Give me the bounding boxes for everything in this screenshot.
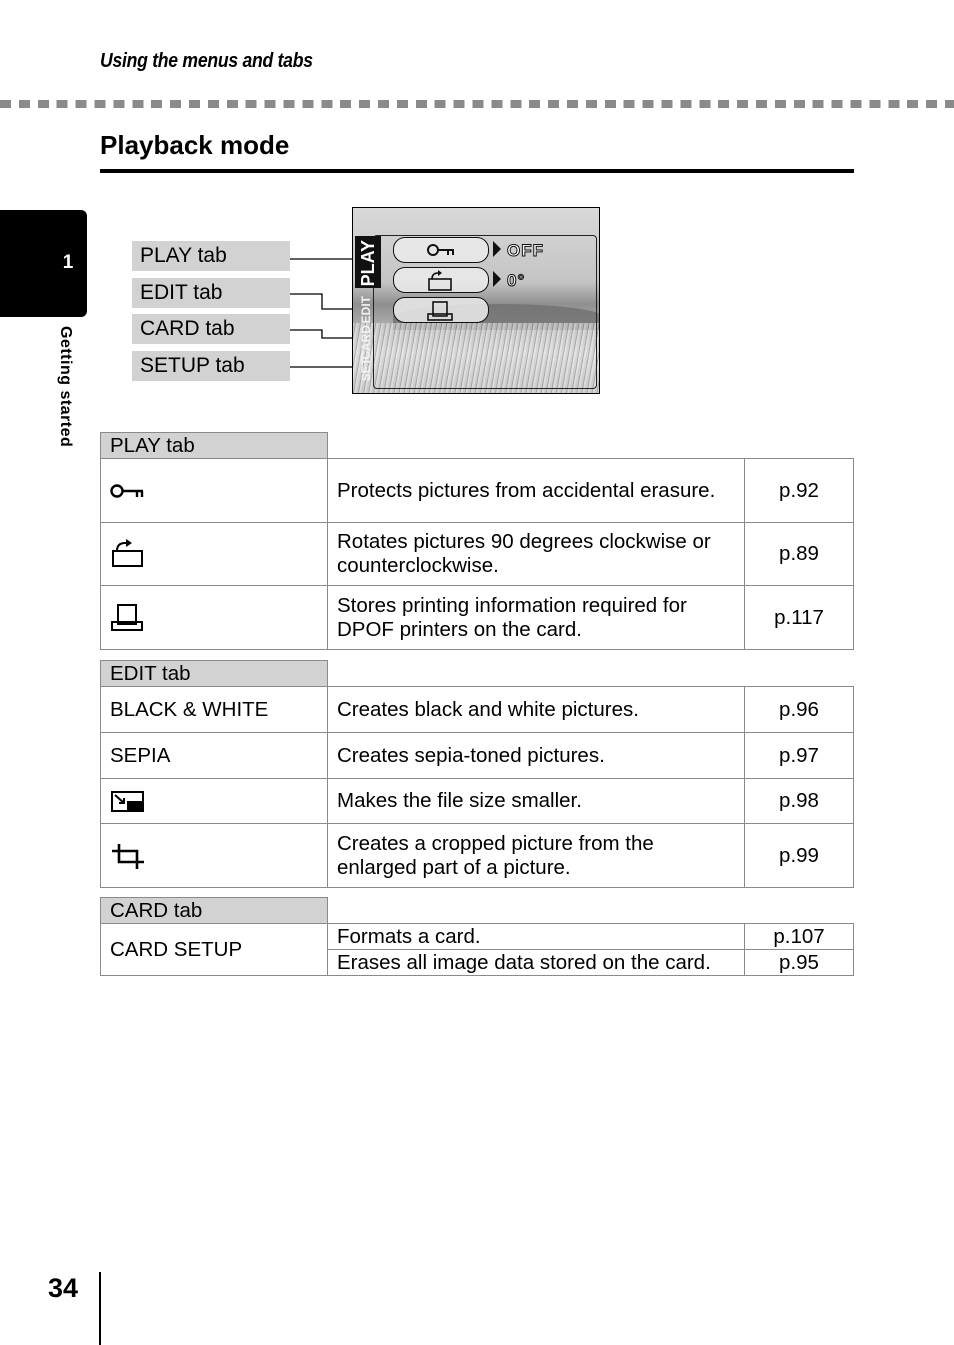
page-number: 34 (48, 1273, 79, 1303)
section-title: Playback mode (100, 130, 290, 160)
screen-arrow-1 (493, 241, 501, 257)
table-row (101, 779, 854, 824)
page-number-rule (99, 1272, 101, 1345)
table-row (101, 586, 854, 650)
page-ref-cell: p.99 (745, 824, 854, 888)
rotate-icon (426, 270, 456, 292)
resize-icon (110, 789, 146, 813)
page-ref-cell: p.97 (745, 733, 854, 779)
table-row (101, 924, 854, 950)
edit-tab-table (100, 660, 854, 888)
icon-cell (101, 586, 328, 650)
camera-lcd-screen (352, 207, 600, 394)
screen-rotate-item (393, 267, 489, 293)
page-ref-cell: p.95 (745, 950, 854, 976)
icon-cell (101, 779, 328, 824)
card-tab-table (100, 897, 854, 976)
chapter-label: Getting started (57, 326, 74, 448)
description-cell: Stores printing information required for DPOF printers on the card. (328, 586, 745, 650)
label-card-tab: CARD tab (132, 314, 290, 344)
page-ref-cell: p.89 (745, 523, 854, 586)
page-ref-cell: p.92 (745, 459, 854, 523)
label-play-tab: PLAY tab (132, 241, 290, 271)
page-ref-cell: p.107 (745, 924, 854, 950)
item-cell: CARD SETUP (101, 924, 328, 976)
item-cell: SEPIA (101, 733, 328, 779)
label-edit-tab: EDIT tab (132, 278, 290, 308)
description-cell: Creates sepia-toned pictures. (328, 733, 745, 779)
page-ref-cell: p.98 (745, 779, 854, 824)
description-cell: Rotates pictures 90 degrees clockwise or counterclockwise. (328, 523, 745, 586)
description-cell: Formats a card. (328, 924, 745, 950)
description-cell: Erases all image data stored on the card. (328, 950, 745, 976)
icon-cell (101, 824, 328, 888)
screen-protect-value: OFF (507, 241, 544, 260)
play-table-heading: PLAY tab (101, 433, 328, 459)
protect-key-icon (426, 240, 456, 260)
crop-icon (110, 841, 148, 871)
description-cell: Makes the file size smaller. (328, 779, 745, 824)
page-ref-cell: p.96 (745, 687, 854, 733)
description-cell: Protects pictures from accidental erasure. (328, 459, 745, 523)
table-row (101, 687, 854, 733)
table-row (101, 459, 854, 523)
running-header: Using the menus and tabs (100, 50, 313, 72)
screen-protect-item (393, 237, 489, 263)
print-order-icon (426, 300, 456, 322)
screen-play-tab: PLAY (355, 236, 381, 288)
edit-table-heading: EDIT tab (101, 661, 328, 687)
screen-edit-tab: EDIT (359, 296, 373, 324)
screen-set-tab: SET (359, 358, 373, 382)
screen-rotate-value: 0° (507, 271, 526, 290)
play-tab-table (100, 432, 854, 650)
table-row (101, 824, 854, 888)
page-ref-cell: p.117 (745, 586, 854, 650)
rotate-icon (110, 539, 146, 569)
screen-arrow-2 (493, 271, 501, 287)
print-order-icon (110, 603, 146, 633)
description-cell: Creates a cropped picture from the enlarged part of a picture. (328, 824, 745, 888)
icon-cell (101, 459, 328, 523)
item-cell: BLACK & WHITE (101, 687, 328, 733)
icon-cell (101, 523, 328, 586)
table-row (101, 733, 854, 779)
chapter-number: 1 (62, 252, 74, 273)
table-row (101, 523, 854, 586)
screen-card-tab: CARD (359, 325, 373, 360)
card-table-heading: CARD tab (101, 898, 328, 924)
description-cell: Creates black and white pictures. (328, 687, 745, 733)
protect-key-icon (110, 481, 146, 501)
screen-print-item (393, 297, 489, 323)
label-setup-tab: SETUP tab (132, 351, 290, 381)
